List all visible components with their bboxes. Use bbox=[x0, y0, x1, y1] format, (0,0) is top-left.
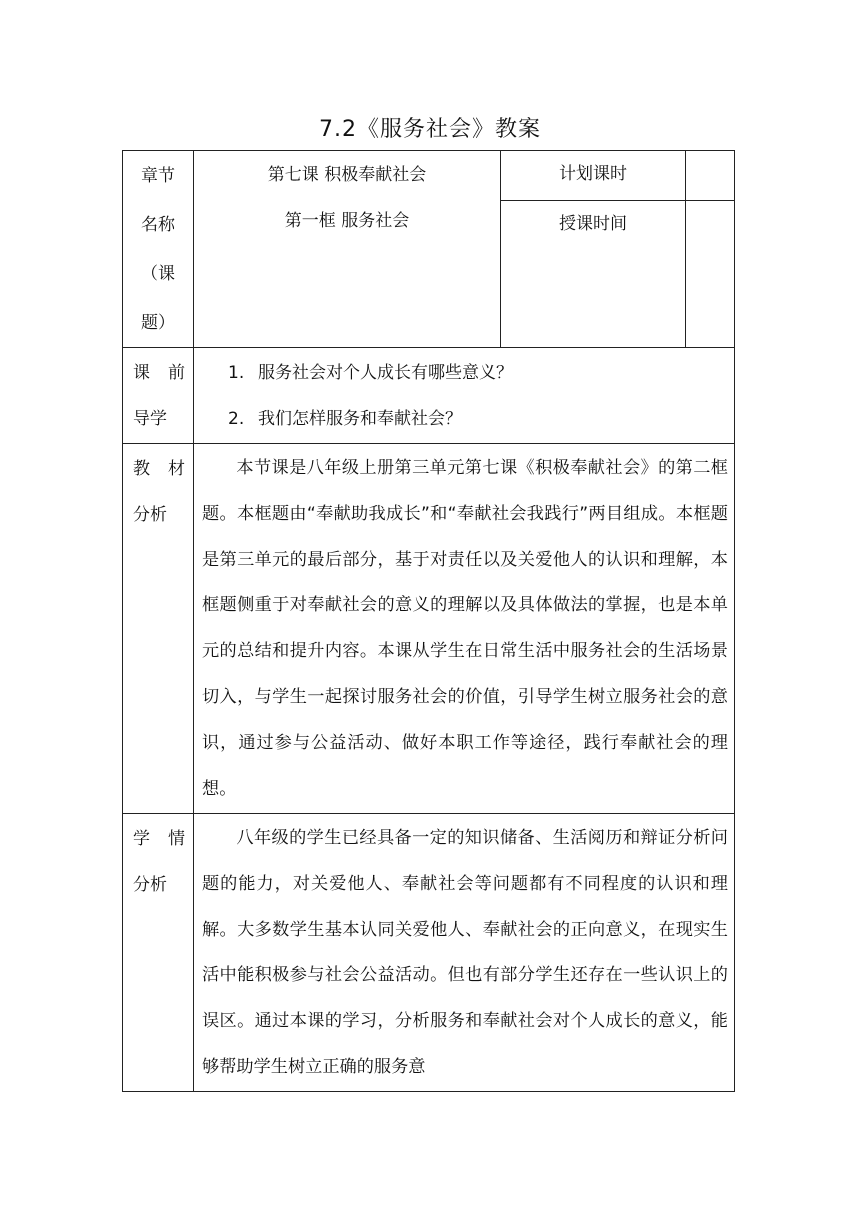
student-analysis-text: 八年级的学生已经具备一定的知识储备、生活阅历和辩证分析问题的能力，对关爱他人、奉献社会等问题都有不同程度的认识和理解。大多数学生基本认同关爱他人、奉献社会的正向意义，在现实生活中能积极参与社会公益活动。但也有部分学生还存在一些认识上的误区。通过本课的学习，分析服务和奉献社会对个人成长的意义，能够帮助学生树立正确的服务意 bbox=[202, 828, 728, 1077]
label-char: 学 bbox=[133, 829, 150, 849]
chapter-line-2: 第一框 服务社会 bbox=[284, 211, 410, 231]
textbook-analysis-label-cell bbox=[123, 444, 194, 814]
teach-time-label: 授课时间 bbox=[501, 201, 686, 348]
student-analysis-label-cell bbox=[123, 814, 194, 1092]
label-line: 章节 bbox=[141, 166, 175, 186]
label-line: 导学 bbox=[133, 409, 167, 429]
label-char: 教 bbox=[133, 459, 150, 479]
label-char: 情 bbox=[168, 829, 185, 849]
pre-class-questions-cell bbox=[194, 348, 735, 444]
question-text: 服务社会对个人成长有哪些意义？ bbox=[258, 363, 513, 383]
question-item bbox=[194, 396, 734, 442]
question-number: 1. bbox=[228, 363, 245, 383]
textbook-analysis-text: 本节课是八年级上册第三单元第七课《积极奉献社会》的第二框题。本框题由“奉献助我成长”和“奉献社会我践行”两目组成。本框题是第三单元的最后部分，基于对责任以及关爱他人的认识和理解，本框题侧重于对奉献社会的意义的理解以及具体做法的掌握，也是本单元的总结和提升内容。本课从学生在日常生活中服务社会的生活场景切入，与学生一起探讨服务社会的价值，引导学生树立服务社会的意识，通过参与公益活动、做好本职工作等途径，践行奉献社会的理想。 bbox=[202, 458, 728, 799]
label-line: 分析 bbox=[133, 875, 167, 895]
label-line: 名称 bbox=[141, 215, 175, 235]
student-analysis-cell bbox=[194, 814, 735, 1092]
pre-class-label-cell bbox=[123, 348, 194, 444]
textbook-analysis-cell bbox=[194, 444, 735, 814]
question-text: 我们怎样服务和奉献社会？ bbox=[258, 409, 462, 429]
label-char: 材 bbox=[168, 459, 185, 479]
chapter-line-1: 第七课 积极奉献社会 bbox=[267, 165, 427, 185]
chapter-name-cell bbox=[194, 151, 501, 348]
label-line: 分析 bbox=[133, 505, 167, 525]
plan-hours-value bbox=[686, 151, 735, 201]
teach-time-value bbox=[686, 201, 735, 348]
document-title: 7.2《服务社会》教案 bbox=[319, 117, 541, 142]
plan-hours-label: 计划课时 bbox=[501, 151, 686, 201]
label-line: 题） bbox=[141, 313, 175, 333]
lesson-plan-table bbox=[122, 150, 735, 1092]
question-number: 2. bbox=[228, 409, 245, 429]
chapter-name-label-cell bbox=[123, 151, 194, 348]
label-line: （课 bbox=[141, 264, 175, 284]
question-item bbox=[194, 350, 734, 396]
label-char: 前 bbox=[168, 363, 185, 383]
label-char: 课 bbox=[133, 363, 150, 383]
